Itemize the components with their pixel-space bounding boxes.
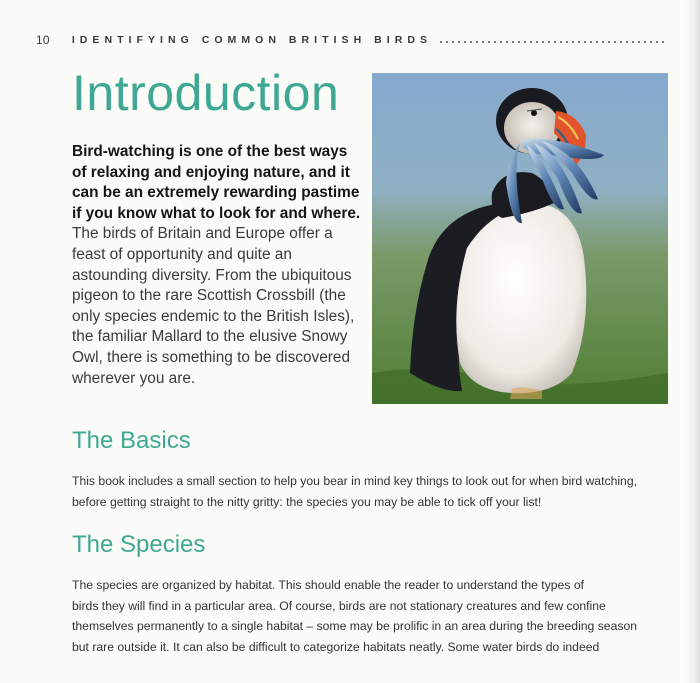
dot-leader [438,41,668,43]
page-title: Introduction [72,65,340,121]
page-number: 10 [36,33,50,47]
page-edge-shadow [686,0,700,683]
species-line: The species are organized by habitat. This should enable the reader to understand the types of [72,578,584,592]
species-line: but rare outside it. It can also be difficult to categorize habitats neatly. Some water birds do indeed [72,639,600,654]
basics-line: This book includes a small section to help you bear in mind key things to look out for when bird watching, [72,474,637,488]
intro-lead-rest: The birds of Britain and Europe offer a feast of opportunity and quite an astounding diversity. From the ubiquitous pigeon to the rare Scottish Crossbill (the only species endemic to the British Isles), the familiar Mallard to the elusive Snowy Owl, there is something to be discovered wherever you are. [72,225,355,387]
puffin-photo [372,73,668,404]
species-heading: The Species [72,531,206,558]
intro-paragraph [72,142,362,389]
species-line: birds they will find in a particular area. Of course, birds are not stationary creatures and few confine [72,598,606,613]
basics-line: before getting straight to the nitty gritty: the species you may be able to tick off your list! [72,494,542,509]
species-line: themselves permanently to a single habitat – some may be prolific in an area during the breeding season [72,619,638,634]
intro-lead-bold: Bird-watching is one of the best ways of relaxing and enjoying nature, and it can be an extremely rewarding pastime if you know what to look for and where. [72,143,361,222]
basics-heading: The Basics [72,427,191,454]
basics-paragraph [72,471,672,512]
running-head [36,32,668,48]
species-paragraph [72,575,672,657]
running-title: IDENTIFYING COMMON BRITISH BIRDS [71,34,433,46]
